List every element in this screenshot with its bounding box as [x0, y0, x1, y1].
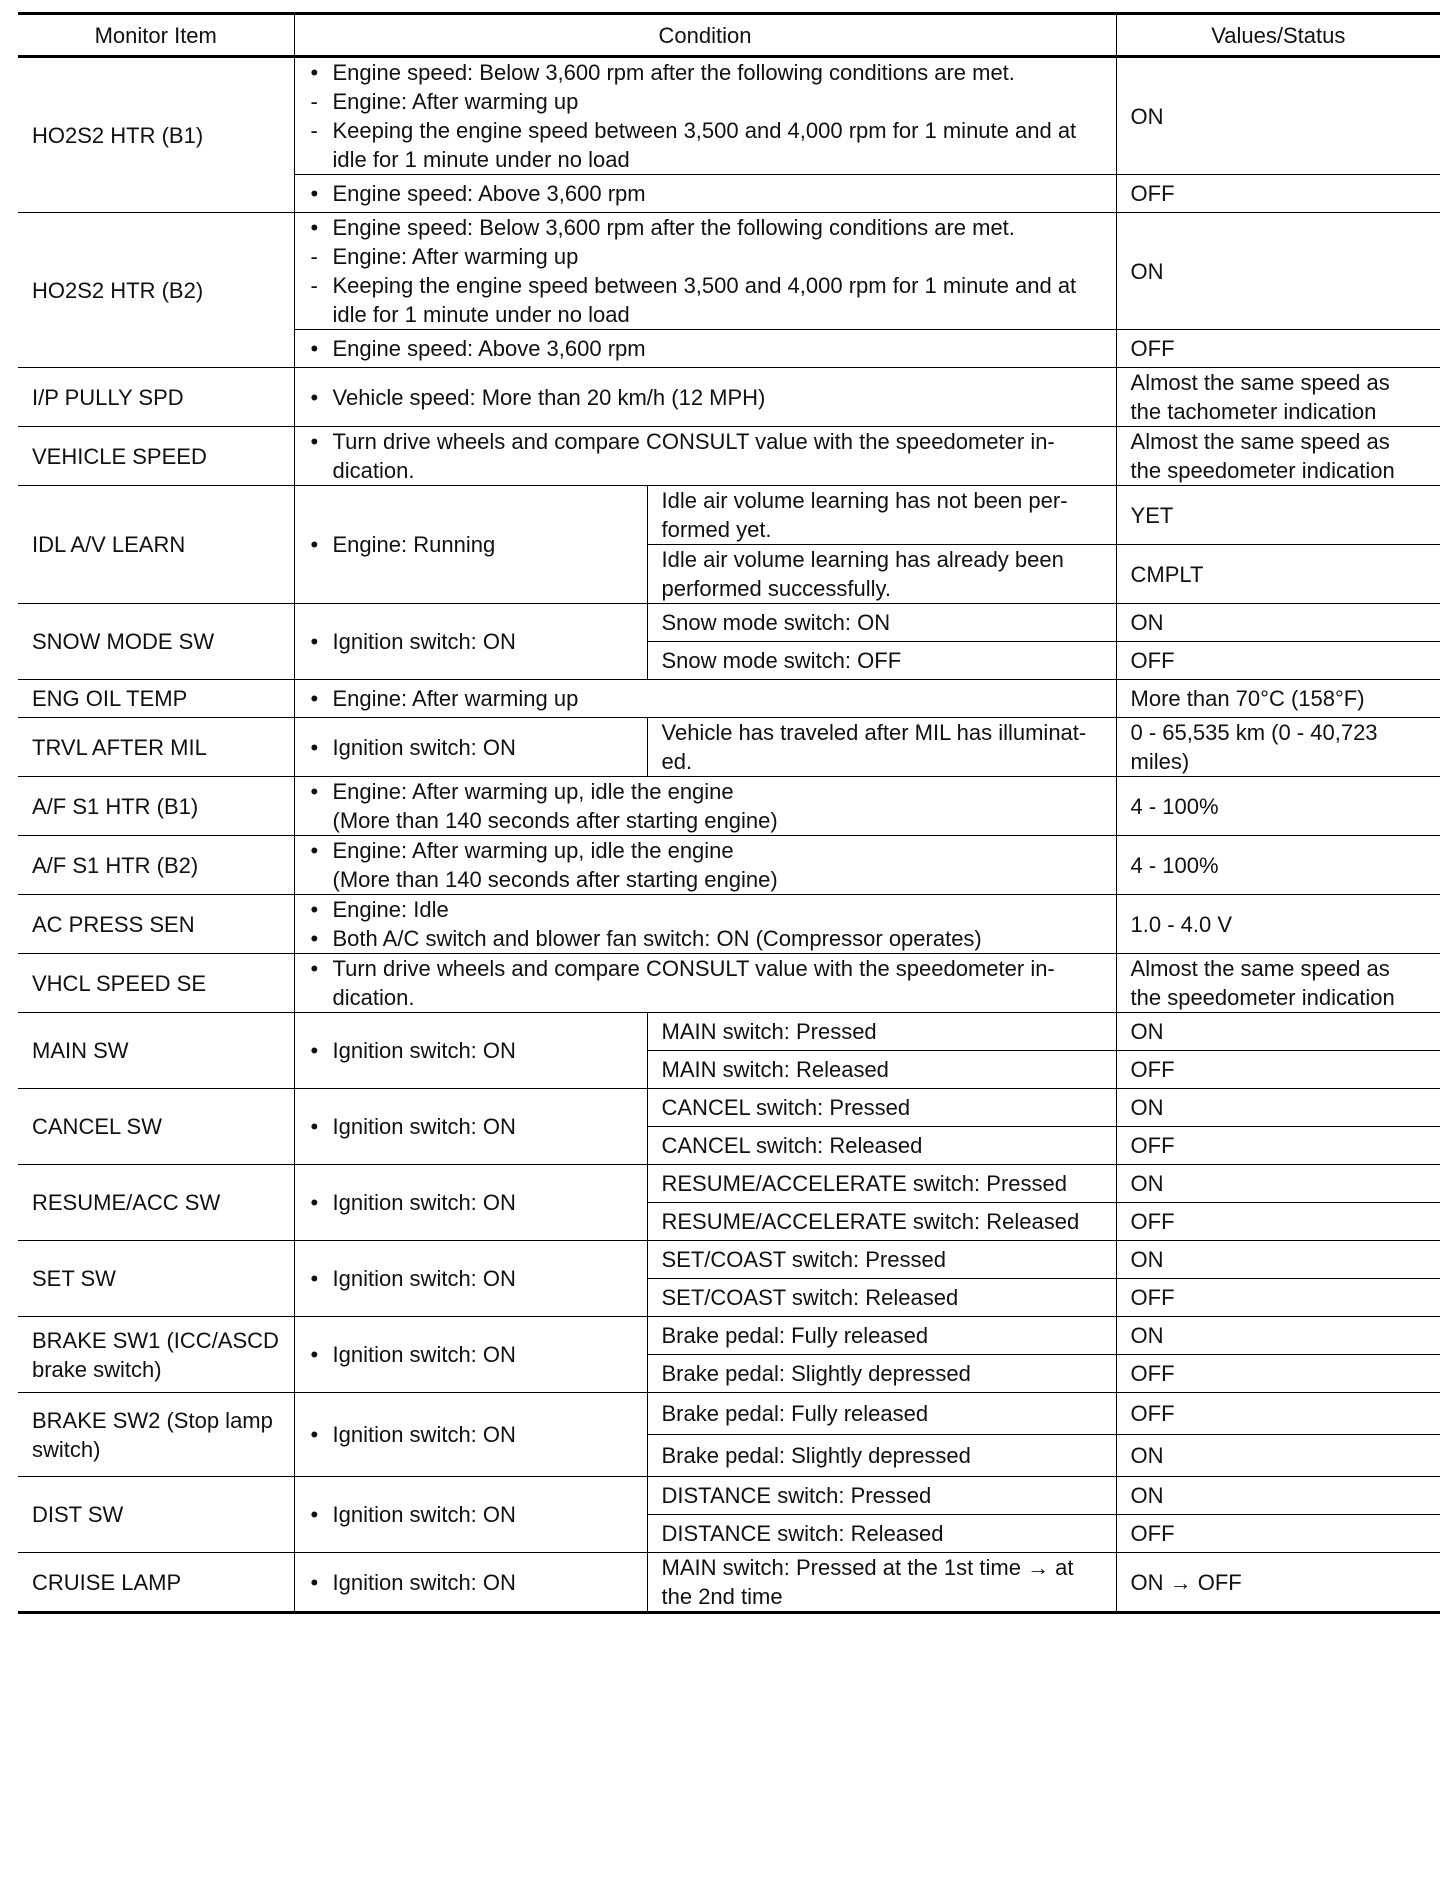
condition-cell — [294, 427, 1116, 486]
condition-line: • Engine: After warming up, idle the engine — [309, 777, 1102, 806]
value-status-cell: OFF — [1116, 330, 1440, 368]
sub-condition-cell: CANCEL switch: Released — [647, 1127, 1116, 1165]
value-status-cell: Almost the same speed as the speedometer indication — [1116, 427, 1440, 486]
condition-list — [309, 1420, 633, 1449]
value-status-cell: 1.0 - 4.0 V — [1116, 895, 1440, 954]
monitor-item-cell: BRAKE SW2 (Stop lamp switch) — [18, 1393, 294, 1477]
condition-cell — [294, 1013, 647, 1089]
condition-line: • Turn drive wheels and compare CONSULT value with the speedometer in-dication. — [309, 954, 1102, 1012]
sub-condition-cell: RESUME/ACCELERATE switch: Released — [647, 1203, 1116, 1241]
condition-list — [309, 179, 1102, 208]
monitor-item-cell: MAIN SW — [18, 1013, 294, 1089]
condition-line: • Engine speed: Below 3,600 rpm after the following conditions are met. — [309, 58, 1102, 87]
table-row — [18, 1477, 1440, 1515]
condition-list — [309, 836, 1102, 894]
condition-line: (More than 140 seconds after starting engine) — [332, 867, 778, 892]
table-row — [18, 1089, 1440, 1127]
value-status-cell: Almost the same speed as the speedometer indication — [1116, 954, 1440, 1013]
header-row — [18, 14, 1440, 57]
value-status-cell: ON — [1116, 57, 1440, 175]
condition-cell — [294, 1241, 647, 1317]
condition-cell — [294, 895, 1116, 954]
monitor-item-cell: A/F S1 HTR (B1) — [18, 777, 294, 836]
condition-cell — [294, 1089, 647, 1165]
sub-condition-cell: Vehicle has traveled after MIL has illuminat-ed. — [647, 718, 1116, 777]
condition-list — [309, 954, 1102, 1012]
value-status-cell: OFF — [1116, 1515, 1440, 1553]
value-status-cell: ON — [1116, 1165, 1440, 1203]
monitor-item-cell: A/F S1 HTR (B2) — [18, 836, 294, 895]
condition-list — [309, 733, 633, 762]
value-status-cell: ON — [1116, 1013, 1440, 1051]
condition-cell — [294, 1317, 647, 1393]
monitor-item-cell: RESUME/ACC SW — [18, 1165, 294, 1241]
monitor-item-cell: SET SW — [18, 1241, 294, 1317]
monitor-item-table — [18, 12, 1440, 1614]
condition-list — [309, 1340, 633, 1369]
sub-condition-cell: Snow mode switch: OFF — [647, 642, 1116, 680]
condition-cell — [294, 1553, 647, 1613]
value-status-cell: OFF — [1116, 1355, 1440, 1393]
condition-cell — [294, 330, 1116, 368]
condition-cell — [294, 604, 647, 680]
condition-list — [309, 777, 1102, 835]
header-values-status: Values/Status — [1116, 14, 1440, 57]
condition-line: • Ignition switch: ON — [309, 1340, 633, 1369]
condition-line: • Ignition switch: ON — [309, 1420, 633, 1449]
monitor-item-cell: HO2S2 HTR (B2) — [18, 213, 294, 368]
condition-list — [309, 895, 1102, 953]
condition-cell — [294, 836, 1116, 895]
condition-line: - Keeping the engine speed between 3,500 and 4,000 rpm for 1 minute and at idle for 1 minute under no load — [309, 271, 1102, 329]
condition-list — [309, 334, 1102, 363]
value-status-cell: ON — [1116, 1435, 1440, 1477]
condition-cell — [294, 680, 1116, 718]
condition-cell — [294, 1165, 647, 1241]
value-status-cell: YET — [1116, 486, 1440, 545]
value-status-cell: ON — [1116, 1317, 1440, 1355]
sub-condition-cell: CANCEL switch: Pressed — [647, 1089, 1116, 1127]
sub-condition-cell: SET/COAST switch: Pressed — [647, 1241, 1116, 1279]
table-row — [18, 1241, 1440, 1279]
condition-line: - Engine: After warming up — [309, 242, 1102, 271]
value-status-cell: 4 - 100% — [1116, 836, 1440, 895]
condition-line: • Engine speed: Above 3,600 rpm — [309, 334, 1102, 363]
table-row — [18, 368, 1440, 427]
value-status-cell: ON — [1116, 1241, 1440, 1279]
monitor-item-cell: IDL A/V LEARN — [18, 486, 294, 604]
sub-condition-cell: Brake pedal: Fully released — [647, 1317, 1116, 1355]
condition-cell — [294, 718, 647, 777]
monitor-item-cell: CRUISE LAMP — [18, 1553, 294, 1613]
value-status-cell: OFF — [1116, 1279, 1440, 1317]
value-status-cell: 0 - 65,535 km (0 - 40,723 miles) — [1116, 718, 1440, 777]
sub-condition-cell: Idle air volume learning has already been performed successfully. — [647, 545, 1116, 604]
sub-condition-cell: RESUME/ACCELERATE switch: Pressed — [647, 1165, 1116, 1203]
table-row — [18, 777, 1440, 836]
value-status-cell: ON — [1116, 213, 1440, 330]
condition-line: • Ignition switch: ON — [309, 1036, 633, 1065]
monitor-item-cell: SNOW MODE SW — [18, 604, 294, 680]
header-condition: Condition — [294, 14, 1116, 57]
condition-list — [309, 1500, 633, 1529]
value-status-cell: ON — [1116, 604, 1440, 642]
condition-list — [309, 1568, 633, 1597]
condition-list — [309, 1112, 633, 1141]
table-row — [18, 1165, 1440, 1203]
condition-list — [309, 530, 633, 559]
sub-condition-cell: MAIN switch: Pressed — [647, 1013, 1116, 1051]
sub-condition-cell: Brake pedal: Slightly depressed — [647, 1435, 1116, 1477]
value-status-cell: OFF — [1116, 642, 1440, 680]
condition-line: • Vehicle speed: More than 20 km/h (12 MPH) — [309, 383, 1102, 412]
table-row — [18, 427, 1440, 486]
table-row — [18, 954, 1440, 1013]
table-row — [18, 1393, 1440, 1435]
value-status-cell: OFF — [1116, 1127, 1440, 1165]
condition-list — [309, 213, 1102, 329]
monitor-item-cell: AC PRESS SEN — [18, 895, 294, 954]
value-status-cell: OFF — [1116, 1051, 1440, 1089]
value-status-cell: ON → OFF — [1116, 1553, 1440, 1613]
condition-line: • Ignition switch: ON — [309, 1568, 633, 1597]
sub-condition-cell: SET/COAST switch: Released — [647, 1279, 1116, 1317]
condition-list — [309, 1036, 633, 1065]
monitor-item-cell: HO2S2 HTR (B1) — [18, 57, 294, 213]
value-status-cell: OFF — [1116, 1393, 1440, 1435]
monitor-item-cell: ENG OIL TEMP — [18, 680, 294, 718]
condition-cell — [294, 368, 1116, 427]
condition-cell — [294, 175, 1116, 213]
condition-line: • Engine: After warming up — [309, 684, 1102, 713]
monitor-item-cell: CANCEL SW — [18, 1089, 294, 1165]
condition-line: • Engine speed: Below 3,600 rpm after the following conditions are met. — [309, 213, 1102, 242]
sub-condition-cell: MAIN switch: Released — [647, 1051, 1116, 1089]
table-row — [18, 680, 1440, 718]
condition-list — [309, 383, 1102, 412]
sub-condition-cell: Brake pedal: Slightly depressed — [647, 1355, 1116, 1393]
value-status-cell: More than 70°C (158°F) — [1116, 680, 1440, 718]
condition-line: • Ignition switch: ON — [309, 1188, 633, 1217]
value-status-cell: OFF — [1116, 175, 1440, 213]
condition-cell — [294, 486, 647, 604]
value-status-cell: 4 - 100% — [1116, 777, 1440, 836]
condition-cell — [294, 777, 1116, 836]
condition-line: • Engine: Idle — [309, 895, 1102, 924]
monitor-item-cell: BRAKE SW1 (ICC/ASCD brake switch) — [18, 1317, 294, 1393]
value-status-cell: Almost the same speed as the tachometer indication — [1116, 368, 1440, 427]
condition-line: • Engine speed: Above 3,600 rpm — [309, 179, 1102, 208]
table-row — [18, 1553, 1440, 1613]
table-row — [18, 486, 1440, 545]
sub-condition-cell: DISTANCE switch: Released — [647, 1515, 1116, 1553]
condition-line: • Both A/C switch and blower fan switch: ON (Compressor operates) — [309, 924, 1102, 953]
monitor-item-cell: TRVL AFTER MIL — [18, 718, 294, 777]
condition-line: - Keeping the engine speed between 3,500 and 4,000 rpm for 1 minute and at idle for 1 minute under no load — [309, 116, 1102, 174]
condition-line: • Ignition switch: ON — [309, 1500, 633, 1529]
sub-condition-cell: DISTANCE switch: Pressed — [647, 1477, 1116, 1515]
condition-cell — [294, 57, 1116, 175]
condition-list — [309, 627, 633, 656]
table-row — [18, 1013, 1440, 1051]
sub-condition-cell: Brake pedal: Fully released — [647, 1393, 1116, 1435]
condition-list — [309, 1264, 633, 1293]
table-row — [18, 57, 1440, 175]
header-monitor-item: Monitor Item — [18, 14, 294, 57]
condition-cell — [294, 213, 1116, 330]
condition-list — [309, 1188, 633, 1217]
condition-line: • Ignition switch: ON — [309, 627, 633, 656]
condition-list — [309, 684, 1102, 713]
condition-list — [309, 427, 1102, 485]
monitor-item-cell: VEHICLE SPEED — [18, 427, 294, 486]
condition-line: • Engine: Running — [309, 530, 633, 559]
condition-cell — [294, 1393, 647, 1477]
value-status-cell: OFF — [1116, 1203, 1440, 1241]
value-status-cell: ON — [1116, 1477, 1440, 1515]
value-status-cell: CMPLT — [1116, 545, 1440, 604]
value-status-cell: ON — [1116, 1089, 1440, 1127]
table-row — [18, 604, 1440, 642]
condition-line: • Turn drive wheels and compare CONSULT value with the speedometer in-dication. — [309, 427, 1102, 485]
monitor-item-cell: VHCL SPEED SE — [18, 954, 294, 1013]
condition-line: • Ignition switch: ON — [309, 1264, 633, 1293]
table-row — [18, 1317, 1440, 1355]
sub-condition-cell: Idle air volume learning has not been per-formed yet. — [647, 486, 1116, 545]
condition-line: • Ignition switch: ON — [309, 733, 633, 762]
condition-line: • Ignition switch: ON — [309, 1112, 633, 1141]
monitor-item-cell: DIST SW — [18, 1477, 294, 1553]
monitor-item-cell: I/P PULLY SPD — [18, 368, 294, 427]
condition-line: (More than 140 seconds after starting engine) — [332, 808, 778, 833]
sub-condition-cell: Snow mode switch: ON — [647, 604, 1116, 642]
condition-line: - Engine: After warming up — [309, 87, 1102, 116]
table-row — [18, 718, 1440, 777]
condition-list — [309, 58, 1102, 174]
table-row — [18, 836, 1440, 895]
table-row — [18, 213, 1440, 330]
table-row — [18, 895, 1440, 954]
sub-condition-cell: MAIN switch: Pressed at the 1st time → at the 2nd time — [647, 1553, 1116, 1613]
condition-cell — [294, 954, 1116, 1013]
condition-cell — [294, 1477, 647, 1553]
condition-line: • Engine: After warming up, idle the engine — [309, 836, 1102, 865]
